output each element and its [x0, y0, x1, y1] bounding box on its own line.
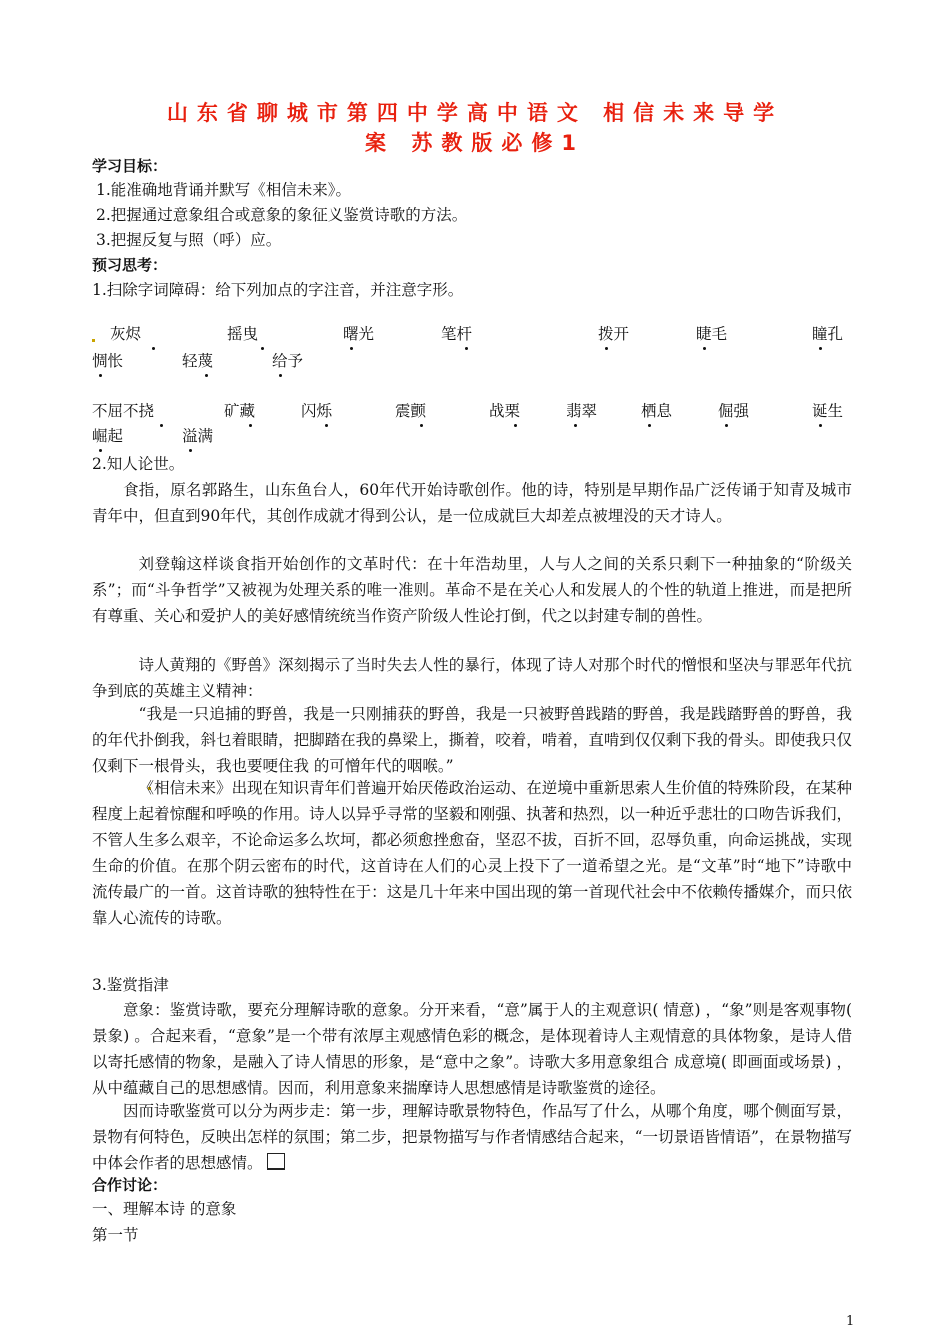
- emphasis-dot: [648, 424, 651, 427]
- vocab-word: 战栗: [489, 402, 521, 420]
- vocab-word: 闪烁: [301, 402, 333, 420]
- vocab-word: 轻蔑: [182, 352, 214, 370]
- preview-question-1: 1.扫除字词障碍：给下列加点的字注音，并注意字形。: [92, 281, 464, 299]
- vocab-word: 摇曳: [227, 325, 259, 343]
- emphasis-dot: [819, 424, 822, 427]
- emphasis-dot: [350, 347, 353, 350]
- emphasis-dot: [725, 424, 728, 427]
- emphasis-dot: [574, 424, 577, 427]
- vocab-word: 灰烬: [110, 325, 142, 343]
- objectives-heading: 学习目标：: [92, 157, 168, 175]
- vocab-word: 翡翠: [566, 402, 598, 420]
- vocab-word: 矿藏: [224, 402, 256, 420]
- bracket-mark-icon: [267, 1153, 285, 1170]
- emphasis-dot: [152, 347, 155, 350]
- discussion-item-1: 一、理解本诗 的意象: [92, 1200, 237, 1218]
- emphasis-dot: [325, 424, 328, 427]
- vocab-word: 拨开: [598, 325, 630, 343]
- document-title-line-1: 山东省聊城市第四中学高中语文 相信未来导学: [166, 101, 784, 125]
- emphasis-dot: [261, 347, 264, 350]
- emphasis-dot: [205, 374, 208, 377]
- paragraph-quote: “我是一只追捕的野兽，我是一只刚捕获的野兽，我是一只被野兽践踏的野兽，我是践踏野兽的野兽，我的年代扑倒我，斜乜着眼睛，把脚踏在我的鼻梁上，撕着，咬着，啃着，直啃到仅仅剩下我的骨头。即使我只仅仅剩下一根骨头，我也要哽住我 的可憎年代的咽喉。”: [92, 705, 852, 775]
- emphasis-dot: [514, 424, 517, 427]
- objective-item-1: 1.能准确地背诵并默写《相信未来》。: [96, 181, 352, 199]
- page-number: 1: [846, 1314, 855, 1329]
- emphasis-dot: [819, 347, 822, 350]
- emphasis-dot: [249, 424, 252, 427]
- vocab-word: 溢满: [182, 427, 214, 445]
- vocab-word: 给予: [272, 352, 304, 370]
- preview-heading: 预习思考：: [92, 256, 168, 274]
- paragraph-xiangxin-weilai: 《相信未来》出现在知识青年们普遍开始厌倦政治运动、在逆境中重新思索人生价值的特殊阶段，在某种程度上起着惊醒和呼唤的作用。诗人以异乎寻常的坚毅和刚强、执著和热烈，以一种近乎悲壮的口吻告诉我们，不管人生多么艰辛，不论命运多么坎坷，都必须愈挫愈奋，坚忍不拔，百折不回，忍辱负重，向命运挑战，实现生命的价值。在那个阴云密布的时代，这首诗在人们的心灵上投下了一道希望之光。是“文革”时“地下”诗歌中流传最广的一首。这首诗歌的独特性在于：这是几十年来中国出现的第一首现代社会中不依赖传播媒介，而只依靠人心流传的诗歌。: [92, 779, 852, 927]
- vocab-word: 不屈不挠: [92, 402, 155, 420]
- vocab-word: 诞生: [812, 402, 844, 420]
- emphasis-dot: [279, 374, 282, 377]
- paragraph-shizhi: 食指，原名郭路生，山东鱼台人，60年代开始诗歌创作。他的诗，特别是早期作品广泛传诵于知青及城市青年中，但直到90年代，其创作成就才得到公认，是一位成就巨大却差点被埋没的天才诗人。: [92, 481, 852, 525]
- objective-item-2: 2.把握通过意象组合或意象的象征义鉴赏诗歌的方法。: [96, 206, 468, 224]
- emphasis-dot: [605, 347, 608, 350]
- vocab-word: 瞳孔: [812, 325, 844, 343]
- vocab-word: 曙光: [343, 325, 375, 343]
- emphasis-dot: [703, 347, 706, 350]
- emphasis-dot: [465, 347, 468, 350]
- objective-item-3: 3.把握反复与照（呼）应。: [96, 231, 282, 249]
- vocab-word: 睫毛: [696, 325, 728, 343]
- emphasis-dot: [160, 424, 163, 427]
- paragraph-two-steps-text: 因而诗歌鉴赏可以分为两步走：第一步，理解诗歌景物特色，作品写了什么，从哪个角度，哪个侧面写景，景物有何特色，反映出怎样的氛围；第二步，把景物描写与作者情感结合起来，“一切景语皆情语”，在景物描写中体会作者的思想感情。: [92, 1102, 852, 1172]
- vocab-word: 惆怅: [92, 352, 124, 370]
- paragraph-huangxiang: 诗人黄翔的《野兽》深刻揭示了当时失去人性的暴行，体现了诗人对那个时代的憎恨和坚决与罪恶年代抗争到底的英雄主义精神：: [92, 656, 852, 700]
- vocab-word: 笔杆: [441, 325, 473, 343]
- vocab-word: 崛起: [92, 427, 124, 445]
- vocab-word: 倔强: [718, 402, 750, 420]
- discussion-item-2: 第一节: [92, 1226, 139, 1244]
- paragraph-liudenghan: 刘登翰这样谈食指开始创作的文革时代：在十年浩劫里，人与人之间的关系只剩下一种抽象的“阶级关系”；而“斗争哲学”又被视为处理关系的唯一准则。革命不是在关心人和发展人的个性的轨道上推进，而是把所有尊重、关心和爱护人的美好感情统统当作资产阶级人性论打倒，代之以封建专制的兽性。: [92, 555, 852, 625]
- vocab-word: 栖息: [641, 402, 673, 420]
- section-heading-know: 2.知人论世。: [92, 455, 185, 473]
- emphasis-dot: [420, 424, 423, 427]
- emphasis-dot: [99, 374, 102, 377]
- document-title-line-2: 案 苏教版必修1: [365, 131, 585, 155]
- vocab-word: 震颤: [395, 402, 427, 420]
- paragraph-two-steps: [92, 1098, 852, 1176]
- section-heading-appreciation: 3.鉴赏指津: [92, 976, 169, 994]
- paragraph-imagery: 意象：鉴赏诗歌，要充分理解诗歌的意象。分开来看，“意”属于人的主观意识( 情意) ，“象”则是客观事物( 景象) 。合起来看，“意象”是一个带有浓厚主观感情色彩的概念，是体现着诗人主观情意的具体物象，是诗人借以寄托感情的物象，是融入了诗人情思的形象，是“意中之象”。诗歌大多用意象组合 成意境( 即画面或场景) ，从中蕴藏自己的思想感情。因而，利用意象来揣摩诗人思想感情是诗歌鉴赏的途径。: [92, 1001, 852, 1097]
- discussion-heading: 合作讨论：: [92, 1176, 168, 1194]
- annotation-mark: [92, 339, 95, 342]
